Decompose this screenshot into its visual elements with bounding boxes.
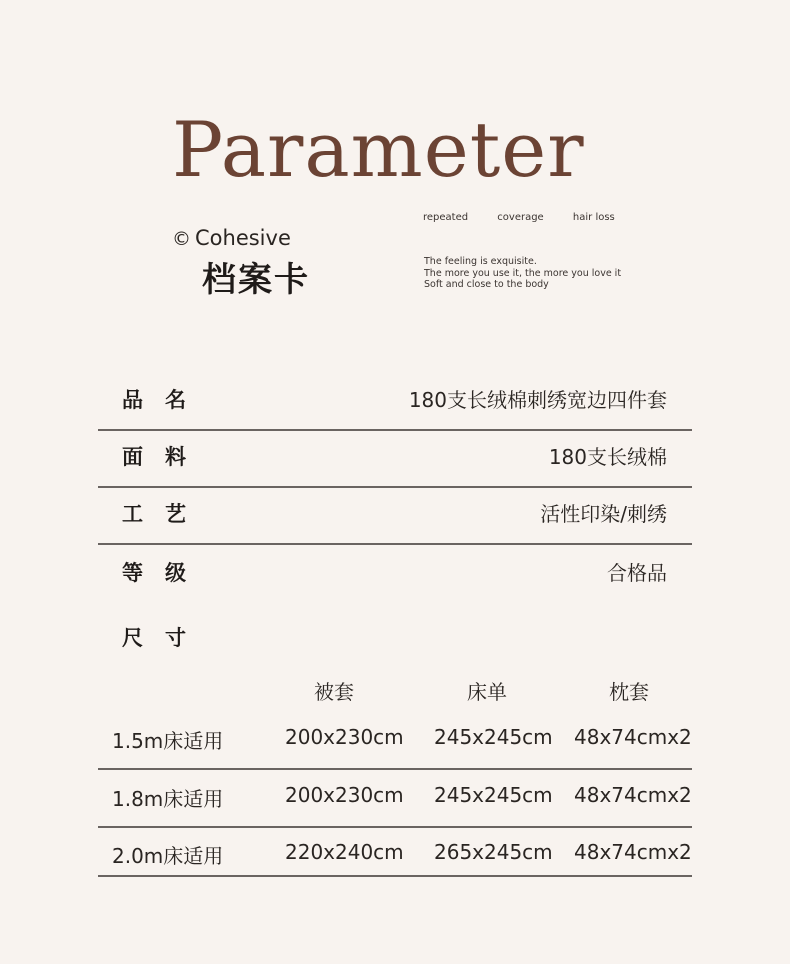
copyright-icon: © xyxy=(172,228,191,250)
row-label: 1.8m床适用 xyxy=(112,787,224,811)
table-row xyxy=(98,712,692,770)
spec-row-craft xyxy=(98,486,692,545)
table-cell: 48x74cmx2 xyxy=(574,840,692,864)
spec-label: 品名 xyxy=(122,388,208,412)
tag-item: coverage xyxy=(497,212,544,223)
spec-label: 尺寸 xyxy=(122,626,208,650)
slogan-line: Soft and close to the body xyxy=(424,279,549,290)
brand-name: Cohesive xyxy=(195,226,291,250)
spec-label: 工艺 xyxy=(122,502,208,526)
table-cell: 48x74cmx2 xyxy=(574,725,692,749)
page-title: Parameter xyxy=(172,105,585,194)
spec-value: 合格品 xyxy=(607,561,667,585)
table-row xyxy=(98,827,692,877)
slogan-line: The more you use it, the more you love it xyxy=(424,267,622,279)
spec-label: 等级 xyxy=(122,561,208,585)
row-label: 1.5m床适用 xyxy=(112,729,224,753)
column-header-sheet: 床单 xyxy=(467,680,507,704)
spec-row-grade xyxy=(98,545,692,602)
tag-item: repeated xyxy=(423,212,469,223)
table-cell: 220x240cm xyxy=(285,840,404,864)
table-row xyxy=(98,770,692,828)
table-cell: 265x245cm xyxy=(434,840,553,864)
tag-item: hair loss xyxy=(572,212,615,223)
slogan-line: The feeling is exquisite. xyxy=(424,256,537,267)
spec-value: 活性印染/刺绣 xyxy=(540,502,667,526)
spec-value: 180支长绒棉 xyxy=(548,445,667,469)
page-subtitle: 档案卡 xyxy=(202,260,310,300)
table-cell: 200x230cm xyxy=(285,783,404,807)
spec-row-size xyxy=(98,610,692,667)
column-header-duvet: 被套 xyxy=(314,680,354,704)
spec-value: 180支长绒棉刺绣宽边四件套 xyxy=(408,388,667,412)
table-cell: 48x74cmx2 xyxy=(574,783,692,807)
table-cell: 245x245cm xyxy=(434,725,553,749)
spec-row-fabric xyxy=(98,429,692,488)
table-cell: 245x245cm xyxy=(434,783,553,807)
spec-row-name xyxy=(98,372,692,431)
brand-logo xyxy=(172,226,291,250)
slogan-text xyxy=(424,256,621,291)
row-label: 2.0m床适用 xyxy=(112,844,224,868)
table-cell: 200x230cm xyxy=(285,725,404,749)
column-header-pillowcase: 枕套 xyxy=(609,680,649,704)
tag-list xyxy=(423,212,641,223)
spec-label: 面料 xyxy=(122,445,208,469)
